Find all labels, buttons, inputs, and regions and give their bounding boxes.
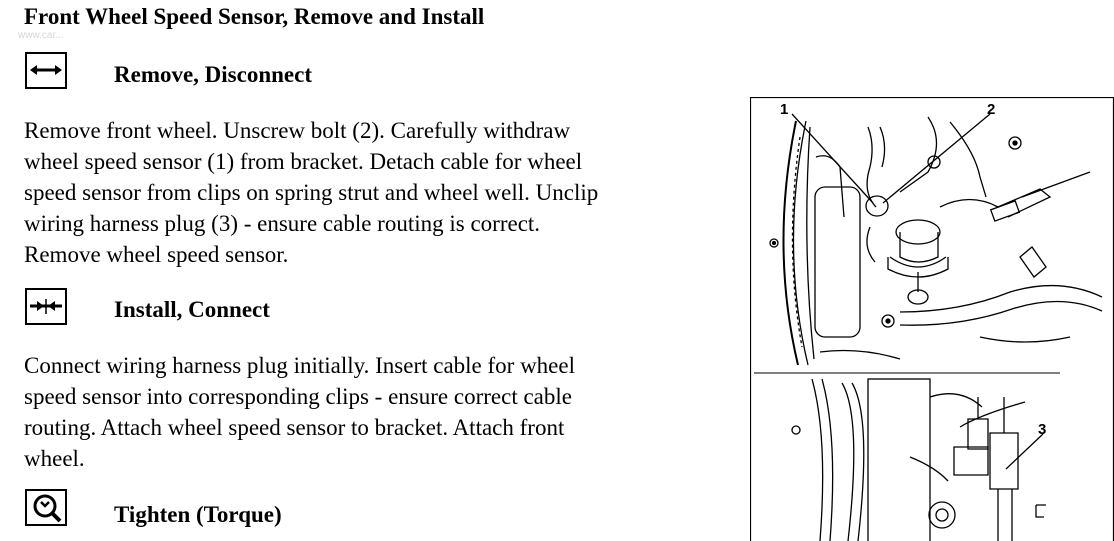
callout-1: 1 xyxy=(780,101,789,118)
arrows-outward-icon xyxy=(25,52,67,89)
callout-3: 3 xyxy=(1038,421,1047,438)
install-connect-heading: Install, Connect xyxy=(114,297,270,322)
install-instructions: Connect wiring harness plug initially. Insert cable for wheel speed sensor into corresponding clips - ensure correct cable routing. Attach wheel speed sensor to bracket. Attach front wheel. xyxy=(24,353,575,471)
page-title: Front Wheel Speed Sensor, Remove and Install xyxy=(24,4,485,29)
diagram-svg xyxy=(750,97,1114,541)
wheel-speed-sensor-diagram xyxy=(750,97,1114,541)
watermark: www.car... xyxy=(18,30,64,41)
arrows-inward-icon xyxy=(25,288,67,325)
remove-instructions: Remove front wheel. Unscrew bolt (2). Carefully withdraw wheel speed sensor (1) from bracket. Detach cable for wheel speed sensor from clips on spring strut and wheel well. Unclip wiring harness plug (3) - ensure cable routing is correct. Remove wheel speed sensor. xyxy=(24,118,599,267)
callout-2: 2 xyxy=(987,101,996,118)
torque-wrench-icon xyxy=(25,489,67,526)
tighten-torque-heading: Tighten (Torque) xyxy=(114,502,282,527)
remove-disconnect-heading: Remove, Disconnect xyxy=(114,62,313,87)
